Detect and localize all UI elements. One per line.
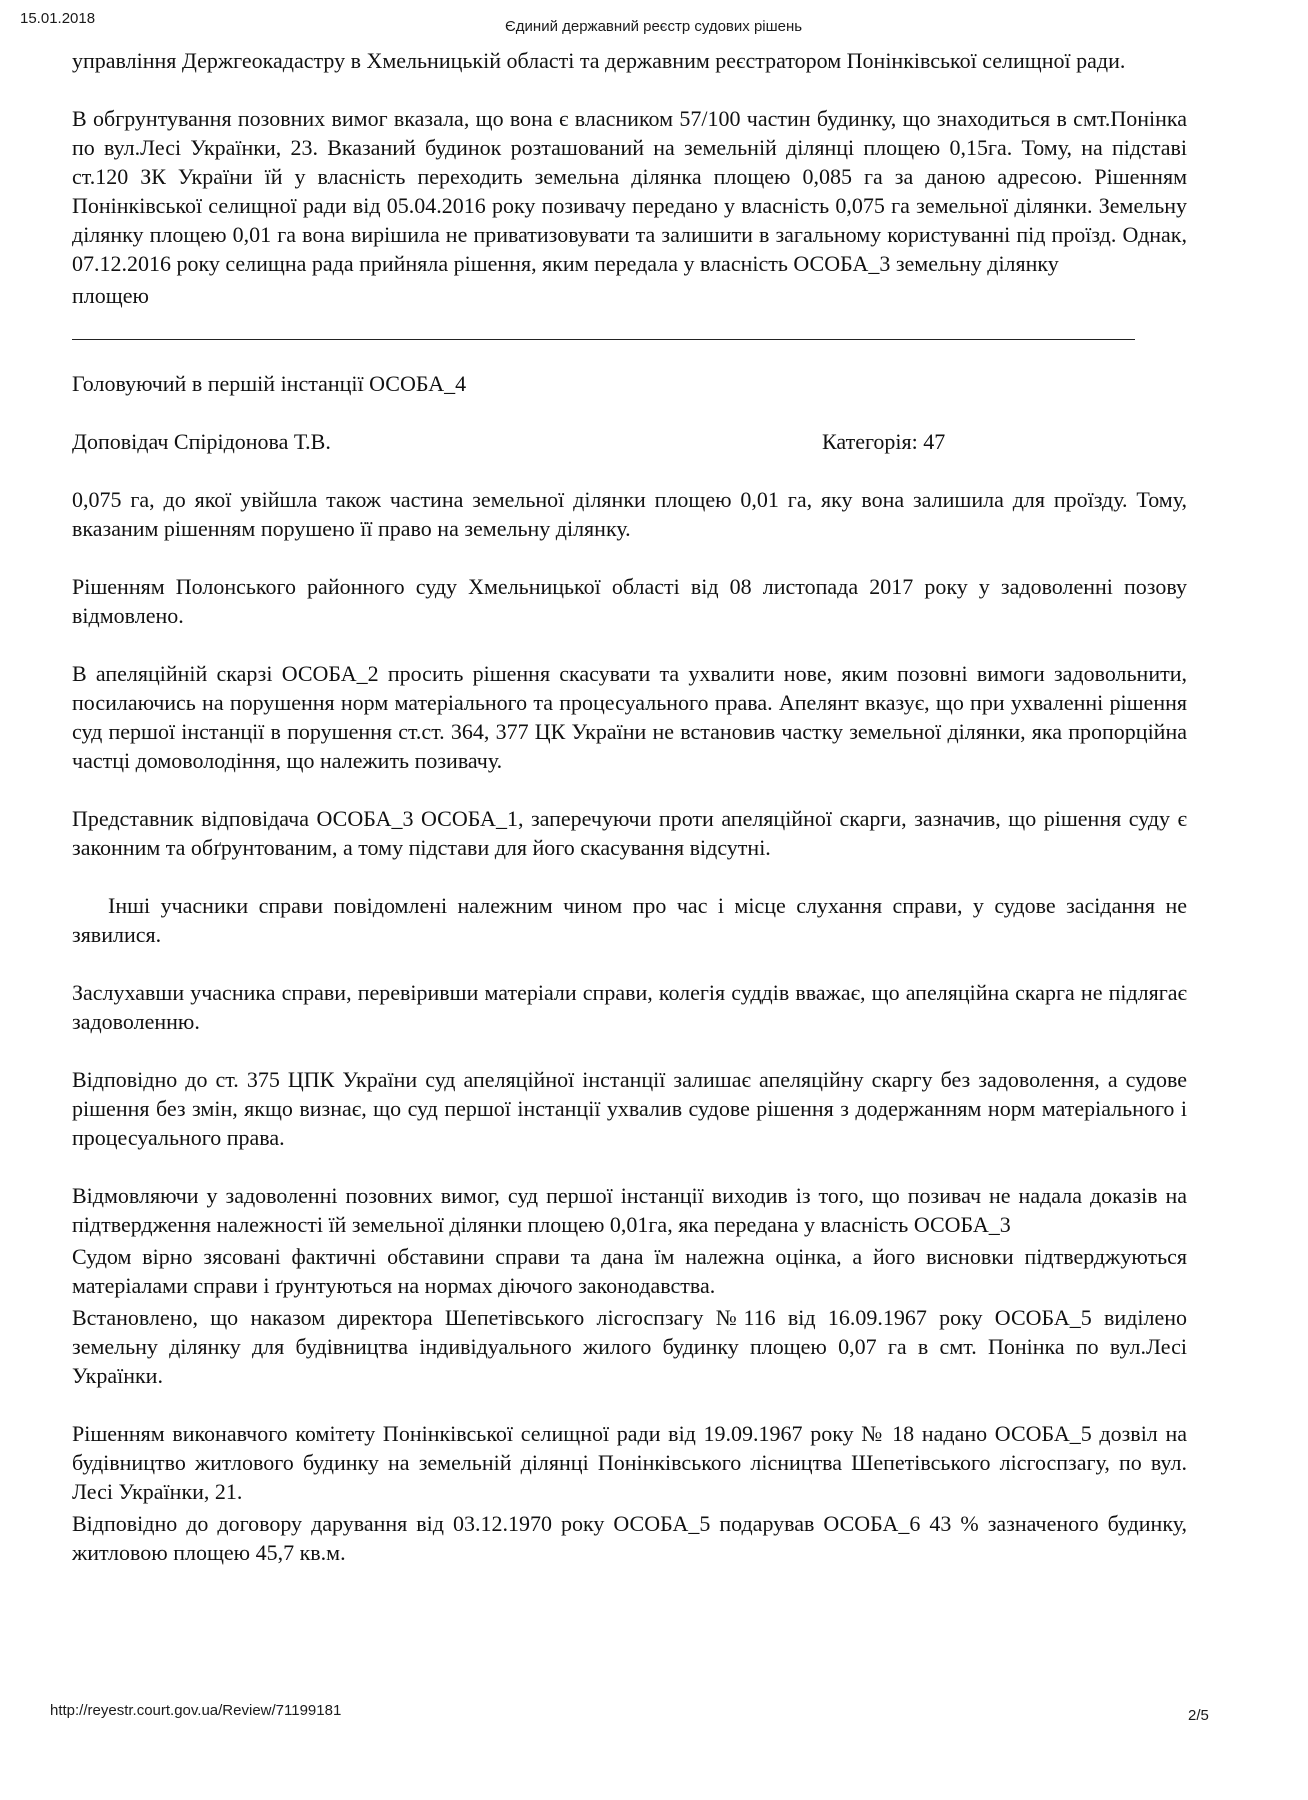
paragraph-9: Відповідно до ст. 375 ЦПК України суд апеляційної інстанції залишає апеляційну скаргу без задоволення, а судове рішення без змін, якщо визнає, що суд першої інстанції ухвалив судове рішення з додержанням норм матеріального і процесуального права. (72, 1067, 1187, 1150)
paragraph-5: В апеляційній скарзі ОСОБА_2 просить рішення скасувати та ухвалити нове, яким позовні вимоги задовольнити, посилаючись на порушення норм матеріального та процесуального права. Апелянт вказує, що при ухваленні рішення суд першої інстанції в порушення ст.ст. 364, 377 ЦК України не встановив частку земельної ділянки, яка пропорційна частці домоволодіння, що належить позивачу. (72, 661, 1187, 773)
paragraph-13: Рішенням виконавчого комітету Понінківської селищної ради від 19.09.1967 року № 18 надано ОСОБА_5 дозвіл на будівництво житлового будинку на земельній ділянці Понінківського лісництва Шепетівського лісгоспзагу, по вул. Лесі Українки, 21. (72, 1421, 1187, 1504)
paragraph-7: Інші учасники справи повідомлені належним чином про час і місце слухання справи, у судове засідання не зявилися. (72, 893, 1187, 947)
document-body (72, 46, 1187, 1596)
reporter-judge: Доповідач Спірідонова Т.В. (72, 429, 331, 454)
paragraph-4: Рішенням Полонського районного суду Хмельницької області від 08 листопада 2017 року у задоволенні позову відмовлено. (72, 574, 1187, 628)
paragraph-11: Судом вірно зясовані фактичні обставини справи та дана їм належна оцінка, а його висновки підтверджуються матеріалами справи і ґрунтуються на нормах діючого законодавства. (72, 1244, 1187, 1298)
paragraph-14: Відповідно до договору дарування від 03.12.1970 року ОСОБА_5 подарував ОСОБА_6 43 % зазначеного будинку, житловою площею 45,7 кв.м. (72, 1511, 1187, 1565)
footer-page-number: 2/5 (1188, 1707, 1209, 1724)
reporter-row (72, 427, 1187, 456)
header-title: Єдиний державний реєстр судових рішень (505, 18, 803, 35)
paragraph-12: Встановлено, що наказом директора Шепетівського лісгоспзагу №116 від 16.09.1967 року ОСОБА_5 виділено земельну ділянку для будівництва індивідуального жилого будинку площею 0,07 га в смт. Понінка по вул.Лесі Українки. (72, 1305, 1187, 1388)
paragraph-8: Заслухавши учасника справи, перевіривши матеріали справи, колегія суддів вважає, що апеляційна скарга не підлягає задоволенню. (72, 980, 1187, 1034)
case-category: Категорія: 47 (822, 429, 946, 454)
paragraph-1: управління Держгеокадастру в Хмельницькій області та державним реєстратором Понінківської селищної ради. (72, 48, 1126, 73)
header-date: 15.01.2018 (20, 10, 96, 27)
paragraph-2-continuation: площею (72, 283, 149, 308)
presiding-judge: Головуючий в першій інстанції ОСОБА_4 (72, 371, 467, 396)
paragraph-6: Представник відповідача ОСОБА_3 ОСОБА_1, заперечуючи проти апеляційної скарги, зазначив, що рішення суду є законним та обґрунтованим, а тому підстави для його скасування відсутні. (72, 806, 1187, 860)
paragraph-3: 0,075 га, до якої увійшла також частина земельної ділянки площею 0,01 га, яку вона залишила для проїзду. Тому, вказаним рішенням порушено її право на земельну ділянку. (72, 487, 1187, 541)
paragraph-10: Відмовляючи у задоволенні позовних вимог, суд першої інстанції виходив із того, що позивач не надала доказів на підтвердження належності їй земельної ділянки площею 0,01га, яка передана у власність ОСОБА_3 (72, 1183, 1187, 1237)
footnote-divider (72, 339, 1135, 340)
paragraph-2: В обгрунтування позовних вимог вказала, що вона є власником 57/100 частин будинку, що знаходиться в смт.Понінка по вул.Лесі Українки, 23. Вказаний будинок розташований на земельній ділянці площею 0,15га. Тому, на підставі ст.120 ЗК України їй у власність переходить земельна ділянка площею 0,085 га за даною адресою. Рішенням Понінківської селищної ради від 05.04.2016 року позивачу передано у власність 0,075 га земельної ділянки. Земельну ділянку площею 0,01 га вона вирішила не приватизовувати та залишити в загальному користуванні під проїзд. Однак, 07.12.2016 року селищна рада прийняла рішення, яким передала у власність ОСОБА_3 земельну ділянку (72, 106, 1187, 276)
footer-url: http://reyestr.court.gov.ua/Review/71199181 (50, 1702, 342, 1719)
